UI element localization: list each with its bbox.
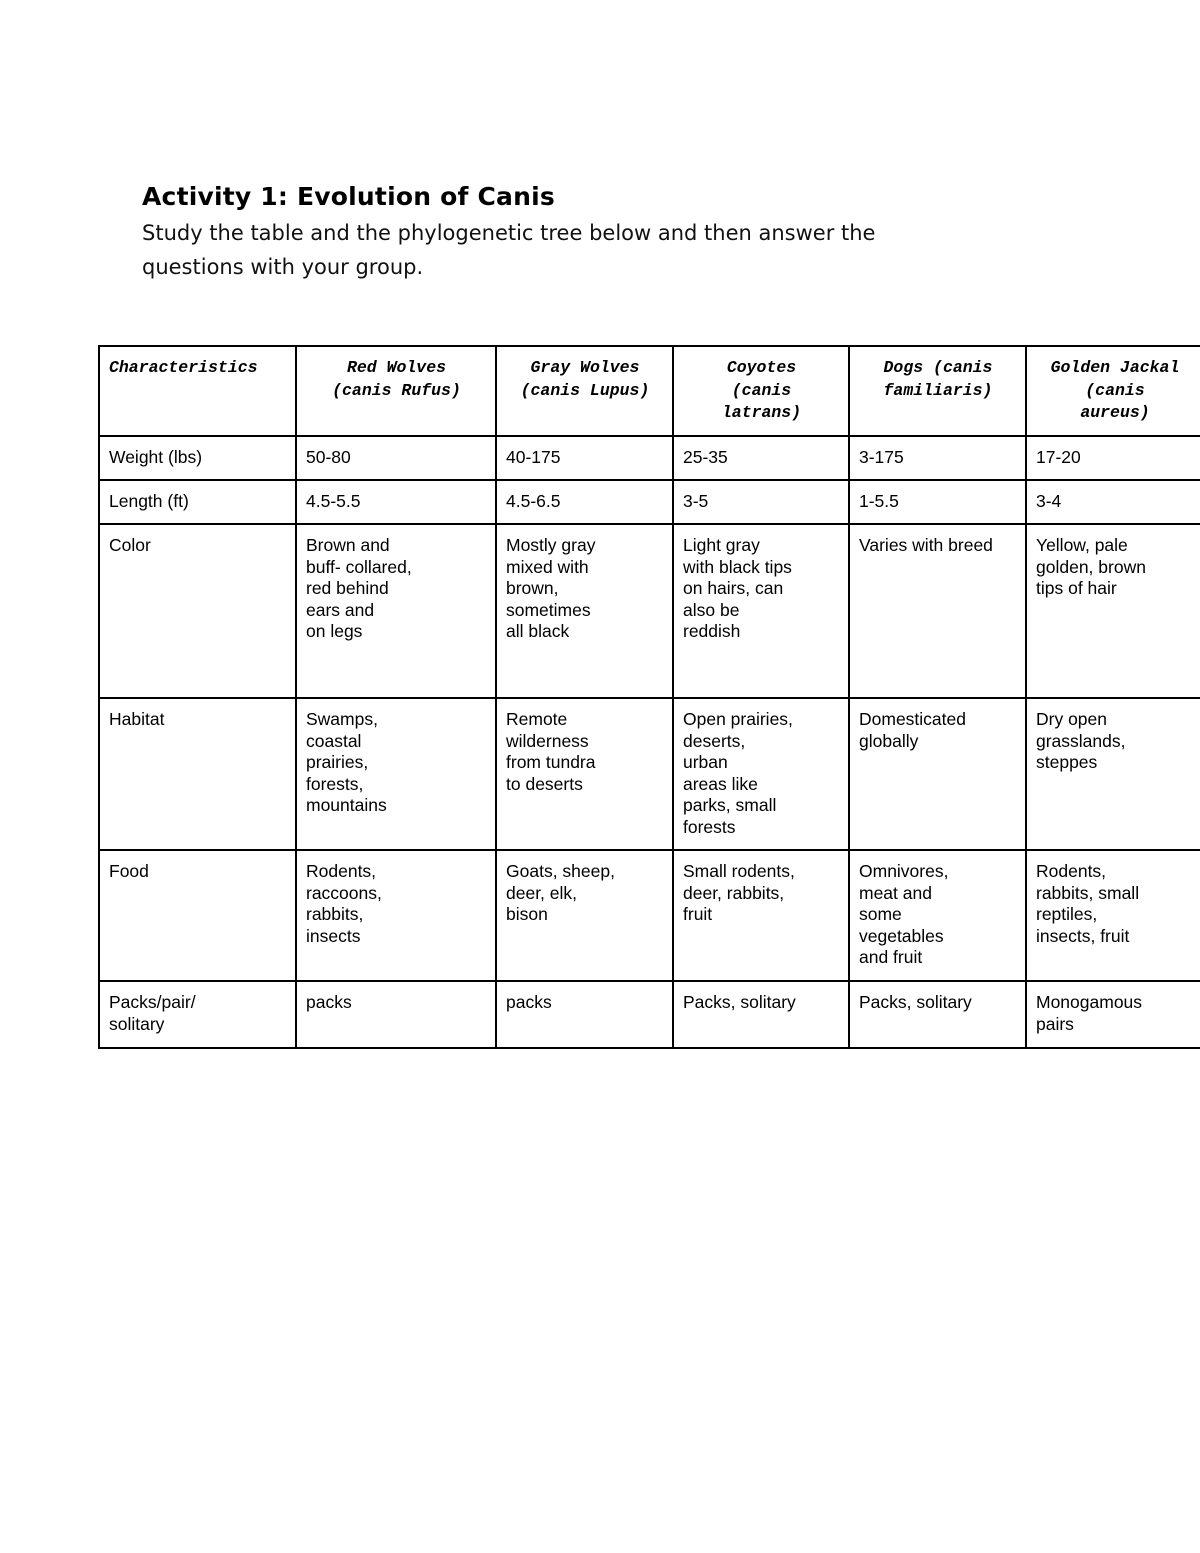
canis-comparison-table <box>98 345 1200 1049</box>
activity-instructions: Study the table and the phylogenetic tree below and then answer the questions with your group. <box>142 221 876 279</box>
table-row-social <box>99 981 1200 1048</box>
table-cell: Open prairies, deserts, urban areas like parks, small forests <box>673 698 849 850</box>
table-cell: Packs, solitary <box>673 981 849 1048</box>
table-cell: Swamps, coastal prairies, forests, mountains <box>296 698 496 850</box>
table-cell: Mostly gray mixed with brown, sometimes all black <box>496 524 673 698</box>
table-cell: Rodents, rabbits, small reptiles, insects, fruit <box>1026 850 1200 981</box>
table-row-color <box>99 524 1200 698</box>
table-header-row <box>99 346 1200 436</box>
table-cell: 17-20 <box>1026 436 1200 480</box>
header-characteristics: Characteristics <box>99 346 296 436</box>
table-cell: 50-80 <box>296 436 496 480</box>
table-row-length <box>99 480 1200 524</box>
header-golden-jackal: Golden Jackal (canis aureus) <box>1026 346 1200 436</box>
table-cell: 40-175 <box>496 436 673 480</box>
row-label-food: Food <box>99 850 296 981</box>
table-cell: packs <box>296 981 496 1048</box>
table-cell: Remote wilderness from tundra to deserts <box>496 698 673 850</box>
table-cell: Yellow, pale golden, brown tips of hair <box>1026 524 1200 698</box>
table-cell: Varies with breed <box>849 524 1026 698</box>
table-row-habitat <box>99 698 1200 850</box>
table-cell: 3-4 <box>1026 480 1200 524</box>
table-row-food <box>99 850 1200 981</box>
table-cell: Domesticated globally <box>849 698 1026 850</box>
table-cell: Small rodents, deer, rabbits, fruit <box>673 850 849 981</box>
activity-title: Activity 1: Evolution of Canis <box>142 182 555 211</box>
table-cell: 4.5-6.5 <box>496 480 673 524</box>
activity-heading <box>142 178 1042 284</box>
table-row-weight <box>99 436 1200 480</box>
table-cell: 25-35 <box>673 436 849 480</box>
table-cell: packs <box>496 981 673 1048</box>
table-cell: Goats, sheep, deer, elk, bison <box>496 850 673 981</box>
table-cell: 3-175 <box>849 436 1026 480</box>
row-label-length: Length (ft) <box>99 480 296 524</box>
header-dogs: Dogs (canis familiaris) <box>849 346 1026 436</box>
table-cell: Rodents, raccoons, rabbits, insects <box>296 850 496 981</box>
table-cell: Monogamous pairs <box>1026 981 1200 1048</box>
header-red-wolves: Red Wolves (canis Rufus) <box>296 346 496 436</box>
header-coyotes: Coyotes (canis latrans) <box>673 346 849 436</box>
table-cell: Brown and buff- collared, red behind ears and on legs <box>296 524 496 698</box>
table-cell: Packs, solitary <box>849 981 1026 1048</box>
row-label-weight: Weight (lbs) <box>99 436 296 480</box>
table-cell: Omnivores, meat and some vegetables and fruit <box>849 850 1026 981</box>
table-cell: 4.5-5.5 <box>296 480 496 524</box>
row-label-social: Packs/pair/ solitary <box>99 981 296 1048</box>
header-gray-wolves: Gray Wolves (canis Lupus) <box>496 346 673 436</box>
table-cell: Dry open grasslands, steppes <box>1026 698 1200 850</box>
table-cell: 1-5.5 <box>849 480 1026 524</box>
row-label-habitat: Habitat <box>99 698 296 850</box>
row-label-color: Color <box>99 524 296 698</box>
table-cell: Light gray with black tips on hairs, can also be reddish <box>673 524 849 698</box>
table-cell: 3-5 <box>673 480 849 524</box>
